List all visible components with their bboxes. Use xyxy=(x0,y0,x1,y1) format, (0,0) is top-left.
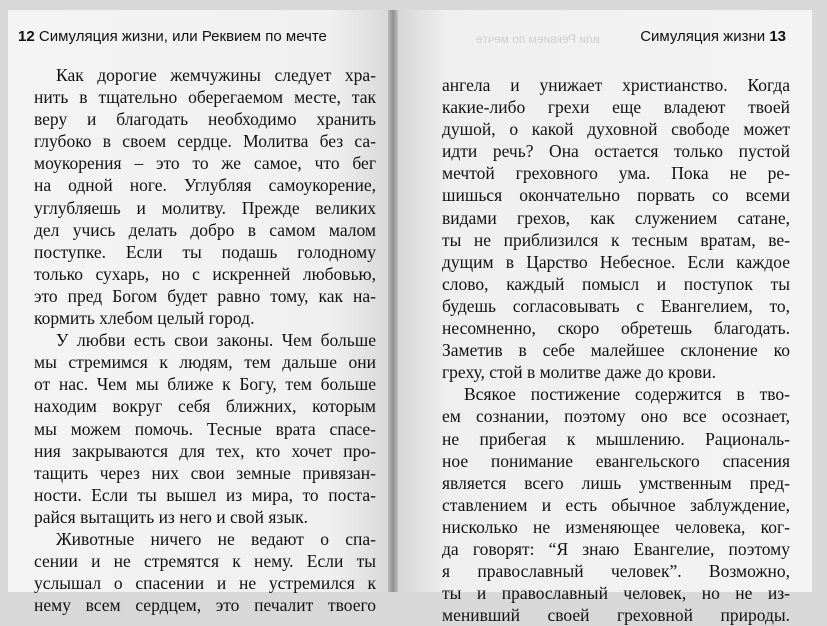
text-line: дел учись делать добро в самом малом xyxy=(34,219,376,240)
text-line: дущим в Царство Небесное. Если каждое xyxy=(442,251,790,272)
text-line: услышал о спасении и не устремился к xyxy=(34,573,376,594)
text-line: не прибегая к мышлению. Рациональ- xyxy=(442,428,790,449)
text-line: греху, стой в молитве даже до крови. xyxy=(442,362,716,383)
text-line: какие-либо грехи еще владеют твоей xyxy=(442,97,790,118)
text-line: ангела и унижает христианство. Когда xyxy=(442,75,790,95)
text-line: будешь согласовывать с Евангелием, то, xyxy=(442,295,790,316)
text-line: слово, каждый помысл и поступок ты xyxy=(442,273,790,294)
text-line: Животные ничего не ведают о спа- xyxy=(56,528,376,549)
text-line: нить в тщательно оберегаемом месте, так xyxy=(34,87,376,108)
text-line: У любви есть свои законы. Чем больше xyxy=(56,330,376,351)
text-line: Всякое постижение содержится в тво- xyxy=(464,384,790,405)
text-line: только сухарь, но с искренней любовью, xyxy=(34,263,376,284)
right-running-title: Симуляция жизни xyxy=(640,28,766,45)
text-line: идти речь? Она остается только пустой xyxy=(442,141,790,162)
text-line: Заметив в себе малейшее склонение ко xyxy=(442,340,790,361)
text-line: Как дорогие жемчужины следует хра- xyxy=(56,65,376,85)
left-page-text xyxy=(34,64,376,616)
text-line: несомненно, скоро обретешь благодать. xyxy=(442,318,790,339)
right-page xyxy=(398,10,812,626)
text-line: мы стремимся к людям, тем дальше они xyxy=(34,352,376,373)
text-line: ности. Если ты вышел из мира, то поста- xyxy=(34,484,376,505)
book-spine xyxy=(388,10,398,592)
text-line: райся вытащить из него и свой язык. xyxy=(34,506,308,527)
text-line: я православный человек”. Возможно, xyxy=(442,561,790,582)
text-line: веру и благодать необходимо хранить xyxy=(34,109,376,130)
text-line: поступке. Если ты подашь голодному xyxy=(34,241,376,262)
left-running-title: Симуляция жизни, или Реквием по мечте xyxy=(38,28,327,45)
text-line: менивший своей греховной природы. xyxy=(442,605,790,626)
text-line: ты и православный человек, но не из- xyxy=(442,583,790,604)
text-line: ты не приблизился к тесным вратам, ве- xyxy=(442,229,790,250)
left-page xyxy=(8,10,388,616)
text-line: да говорят: “Я знаю Евангелие, поэтому xyxy=(442,538,790,559)
left-page-number: 12 xyxy=(18,28,35,45)
text-line: ное понимание евангельского спасения xyxy=(442,450,790,471)
text-line: сении и не стремятся к нему. Если ты xyxy=(34,551,376,572)
text-line: это пред Богом будет равно тому, как на- xyxy=(34,285,376,306)
right-page-number: 13 xyxy=(769,28,786,45)
text-line: моукорения – это то же самое, что бег xyxy=(34,153,376,174)
text-line: ния закрываются для тех, кто хочет про- xyxy=(34,440,376,461)
text-line: кормить хлебом целый город. xyxy=(34,308,255,329)
text-line: нисколько не изменяющее человека, ког- xyxy=(442,516,790,537)
text-line: видами грехов, как служением сатане, xyxy=(442,207,790,228)
text-line: глубоко в своем сердце. Молитва без са- xyxy=(34,131,376,152)
text-line: мечтой греховного ума. Пока не ре- xyxy=(442,163,790,184)
text-line: тащить через них свои земные привязан- xyxy=(34,462,376,483)
text-line: является всего лишь умственным пред- xyxy=(442,472,790,493)
text-line: на одной ноге. Углубляя самоукорение, xyxy=(34,175,376,196)
text-line: ставлением и есть обычное заблуждение, xyxy=(442,494,790,515)
text-line: ем сознании, поэтому оно все осознает, xyxy=(442,406,790,427)
text-line: углубляешь и молитву. Прежде великих xyxy=(34,197,376,218)
text-line: мы можем помочь. Тесные врата спасе- xyxy=(34,418,376,439)
left-page-header xyxy=(18,28,327,45)
text-line: шишься окончательно порвать со всеми xyxy=(442,185,790,206)
right-page-header xyxy=(640,28,786,45)
text-line: нему всем сердцем, это печалит твоего xyxy=(34,595,376,616)
right-page-text xyxy=(442,74,790,626)
text-line: душой, о какой духовной свободе может xyxy=(442,119,790,140)
bleed-through-text: или Реквием по мечте xyxy=(476,32,600,46)
text-line: находим вокруг себя ближних, которым xyxy=(34,396,376,417)
text-line: от нас. Чем мы ближе к Богу, тем больше xyxy=(34,374,376,395)
